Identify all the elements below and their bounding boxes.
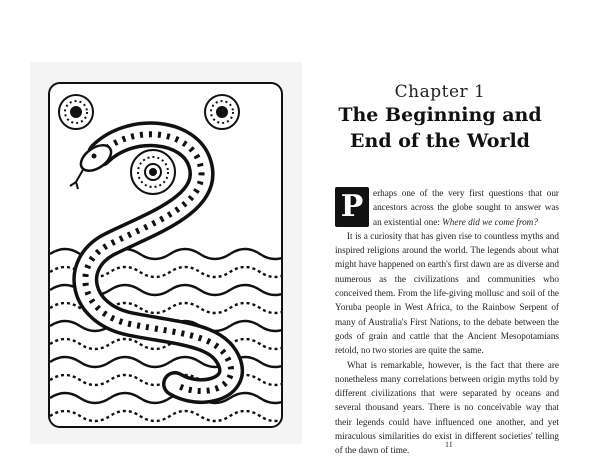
serpent-body <box>85 134 231 391</box>
serpent-head <box>70 140 116 189</box>
paragraph-2: What is remarkable, however, is the fact that there are nonetheless many correlations between origin myths told by different civilizations that were separated by oceans and several thousand years. There is no conceivable way that their legends could have influenced one another, and yet miraculous similarities do exist in different societies' telling of the dawn of time. <box>335 359 559 456</box>
right-page <box>305 62 595 456</box>
serpent-illustration <box>50 84 283 428</box>
chapter-title <box>305 102 575 154</box>
circle-motif-top-left <box>59 95 93 129</box>
paragraph-1-continued: It is a curiosity that has given rise to countless myths and inspired religions around the world. The legends about what might have happened on earth's first dawn are as diverse and numerous as the civilizations and communities who conceived them. From the life-giving mollusc and soil of the Yoruba people in West Africa, to the Rainbow Serpent of many of Australia's First Nations, to the debate between the gods of grain and cattle that the Ancient Mesopotamians retold, no two stories are quite the same. <box>335 230 559 356</box>
drop-cap: P <box>335 187 369 227</box>
paragraph-1-italic: Where did we come from? <box>442 216 538 227</box>
paragraph-1 <box>335 186 559 229</box>
chapter-body <box>335 186 559 458</box>
chapter-title-line-2: End of the World <box>350 130 530 152</box>
left-page <box>30 62 302 444</box>
paragraph-1-text: erhaps one of the very first questions that our ancestors across the globe sought to answer was an existential one: <box>373 188 559 227</box>
illustration-card <box>48 82 283 428</box>
circle-motif-top-right <box>205 95 239 129</box>
circle-motif-center <box>131 150 175 194</box>
chapter-number: Chapter 1 <box>394 82 486 102</box>
chapter-title-line-1: The Beginning and <box>338 104 542 126</box>
page-number: 11 <box>445 440 453 449</box>
